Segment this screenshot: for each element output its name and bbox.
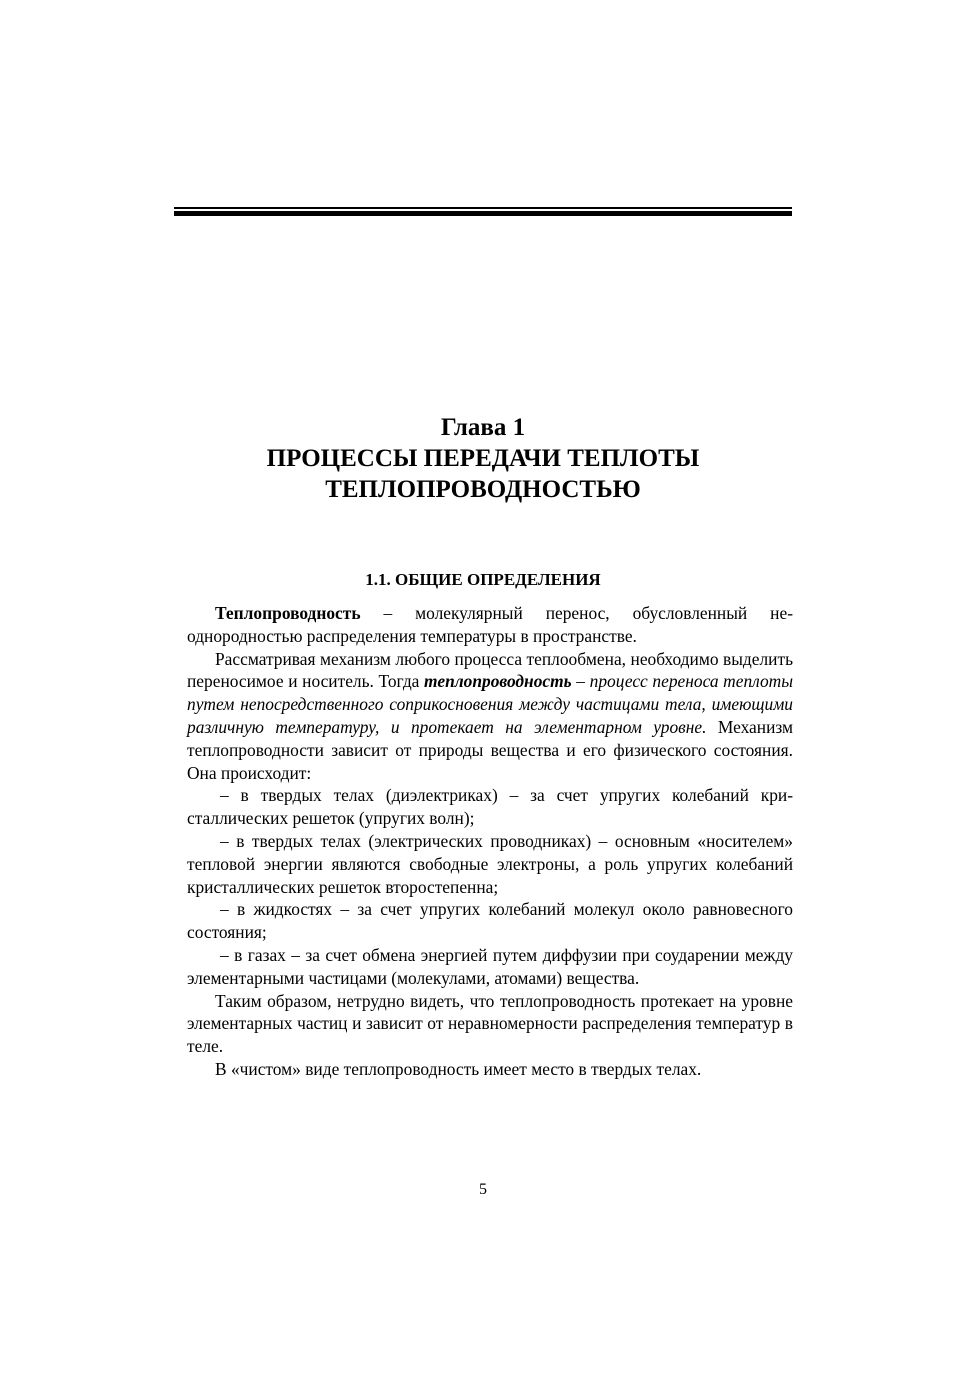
list-item: – в газах – за счет обмена энергией путем диффузии при соударении между элементарными частицами (молекулами, атомами) вещества. (187, 944, 793, 988)
chapter-heading (174, 412, 792, 505)
header-rule-thick (174, 211, 792, 216)
list-item: – в твердых телах (электрических проводниках) – основным «носителем» тепловой энергии являются свободные электроны, а роль упругих колебаний кристаллических решеток второстепенна; (187, 830, 793, 897)
paragraph-mechanism (187, 648, 793, 785)
term-bold-italic: теплопроводность (424, 671, 572, 692)
paragraph-definition (187, 602, 793, 648)
page-number: 5 (479, 1181, 487, 1198)
chapter-title-line-2: ТЕПЛОПРОВОДНОСТЬЮ (325, 476, 641, 503)
definition-italic: – процесс переноса теплоты путем непосредственного соприкосновения между частицами тела, имеющими различную температуру, и протекает на элементарном уровне. (187, 671, 793, 737)
list-item: – в жидкостях – за счет упругих колебаний молекул около равновесного состояния; (187, 899, 793, 943)
paragraph-text: – молекулярный перенос, обусловленный неоднородностью распределения температуры в пространстве. (187, 603, 793, 646)
paragraph-tail: Механизм теплопроводности зависит от природы вещества и его физического состояния. Она происходит: (187, 716, 794, 783)
body-text (187, 602, 793, 1081)
section-title: 1.1. ОБЩИЕ ОПРЕДЕЛЕНИЯ (365, 570, 601, 589)
chapter-label: Глава 1 (440, 414, 526, 441)
paragraph-solids: В «чистом» виде теплопроводность имеет место в твердых телах. (215, 1058, 702, 1079)
paragraph-conclusion: Таким образом, нетрудно видеть, что теплопроводность протекает на уровне элементарных частиц и зависит от неравномерности распределения температур в теле. (187, 990, 793, 1057)
chapter-title-line-1: ПРОЦЕССЫ ПЕРЕДАЧИ ТЕПЛОТЫ (266, 445, 700, 472)
header-rule-thin (174, 207, 792, 209)
term-bold: Теплопроводность (215, 603, 361, 623)
paragraph-lead: Рассматривая механизм любого процесса теплообмена, необходимо выделить переносимое и носитель. Тогда (187, 648, 793, 692)
list-item: – в твердых телах (диэлектриках) – за счет упругих колебаний кристаллических решеток (упругих волн); (187, 785, 793, 829)
